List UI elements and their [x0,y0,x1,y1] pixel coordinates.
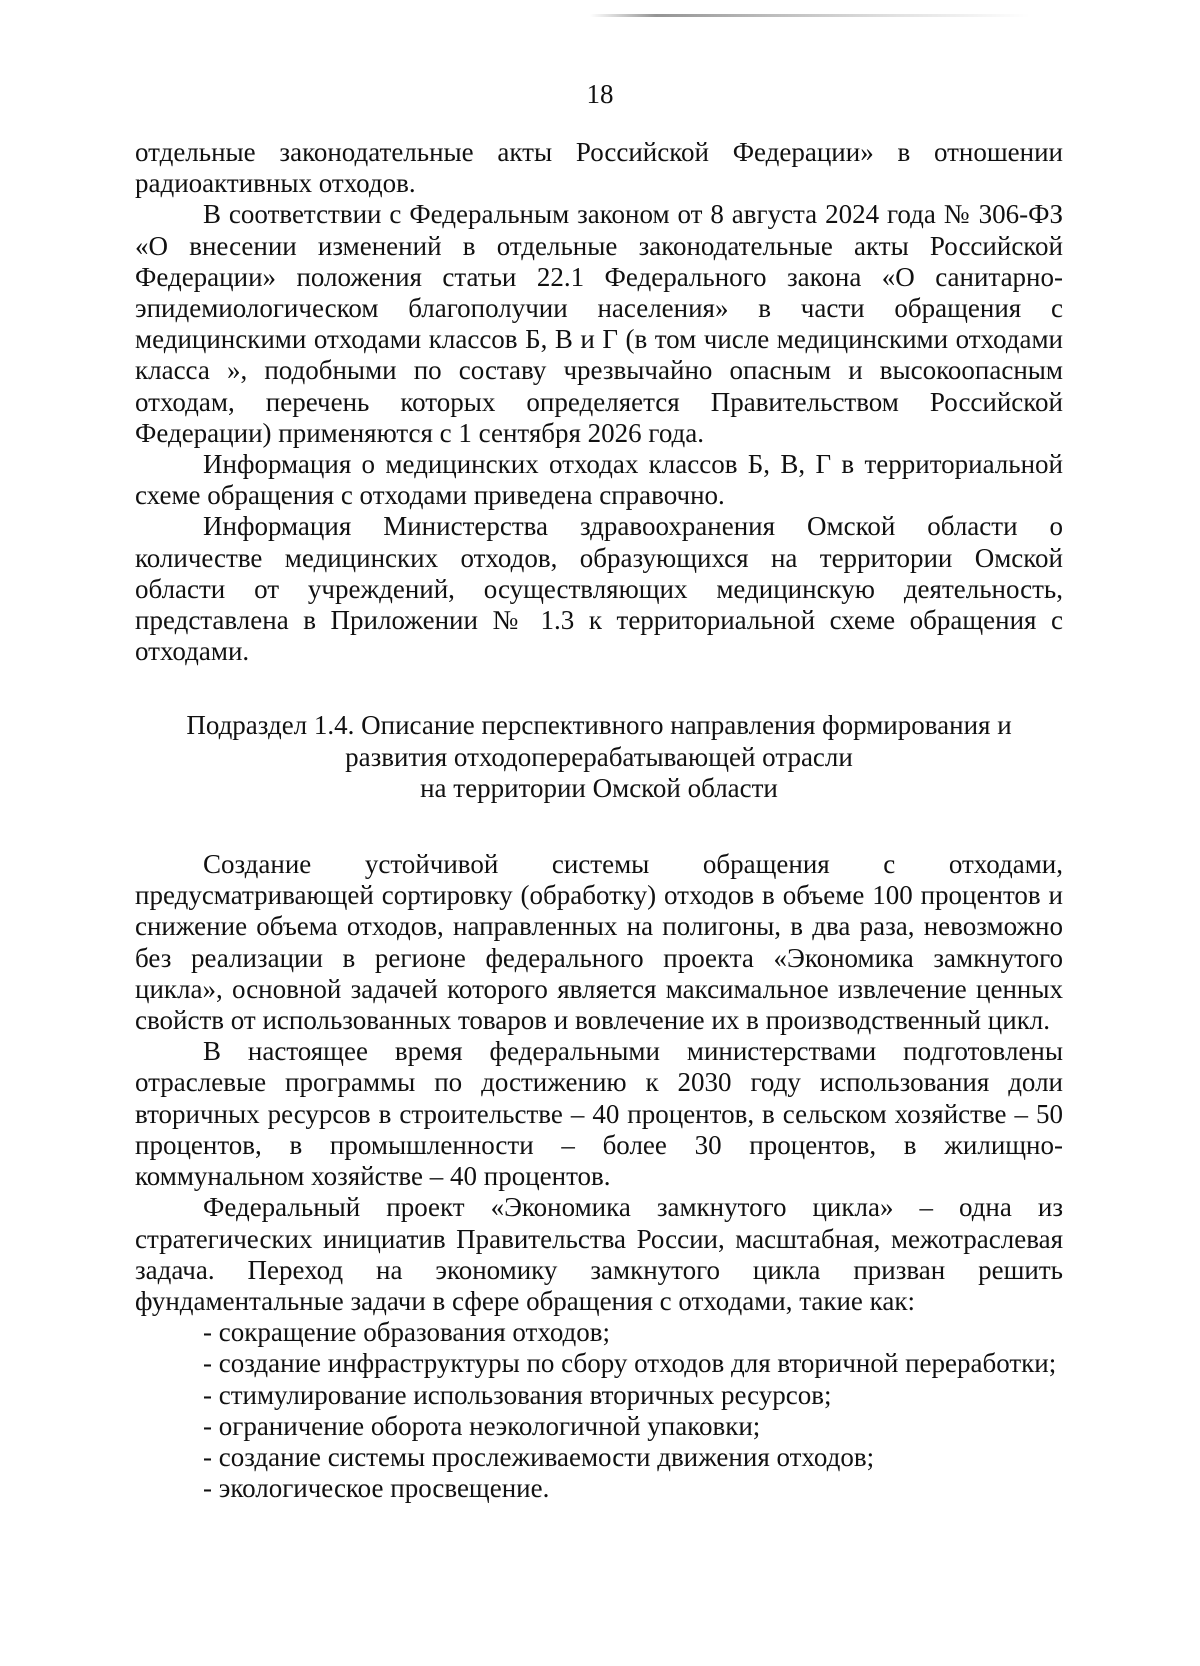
paragraph-sector-programs: В настоящее время федеральными министерствами подготовлены отраслевые программы по достижению к 2030 году использования доли вторичных ресурсов в строительстве – 40 процентов, в сельском хозяйстве – 50 процентов, в промышленности – более 30 процентов, в жилищно-коммунальном хозяйстве – 40 процентов. [135,1036,1063,1192]
list-item: - экологическое просвещение. [203,1473,550,1504]
scan-artifact [590,14,1030,17]
document-body [135,137,1063,1504]
page-number: 18 [586,79,614,109]
list-item: - стимулирование использования вторичных ресурсов; [203,1379,832,1410]
tasks-list [135,1317,1063,1504]
section-title-line: Подраздел 1.4. Описание перспективного направления формирования и [186,710,1012,741]
paragraph-federal-project: Федеральный проект «Экономика замкнутого цикла» – одна из стратегических инициатив Правительства России, масштабная, межотраслевая задача. Переход на экономику замкнутого цикла призван решить фундаментальные задачи в сфере обращения с отходами, такие как: [135,1192,1063,1316]
paragraph-ministry-info: Информация Министерства здравоохранения Омской области о количестве медицинских отходов, образующихся на территории Омской области от учреждений, осуществляющих медицинскую деятельность, представлена в Приложении № 1.3 к территориальной схеме обращения с отходами. [135,511,1063,667]
section-title-line: развития отходоперерабатывающей отрасли [345,741,853,772]
list-item: - создание системы прослеживаемости движения отходов; [203,1441,875,1472]
paragraph-medical-waste-law: В соответствии с Федеральным законом от 8 августа 2024 года № 306-ФЗ «О внесении изменений в отдельные законодательные акты Российской Федерации» положения статьи 22.1 Федерального закона «О санитарно-эпидемиологическом благополучии населения» в части обращения с медицинскими отходами классов Б, В и Г (в том числе медицинскими отходами класса », подобными по составу чрезвычайно опасным и высокоопасным отходам, перечень которых определяется Правительством Российской Федерации) применяются с 1 сентября 2026 года. [135,199,1063,448]
paragraph-medical-waste-info: Информация о медицинских отходах классов Б, В, Г в территориальной схеме обращения с отходами приведена справочно. [135,449,1063,511]
list-item: - создание инфраструктуры по сбору отходов для вторичной переработки; [203,1348,1057,1379]
section-title-line: на территории Омской области [420,772,778,803]
paragraph-continuation: отдельные законодательные акты Российской Федерации» в отношении радиоактивных отходов. [135,137,1063,199]
list-item: - ограничение оборота неэкологичной упаковки; [203,1410,761,1441]
list-item: - сокращение образования отходов; [203,1317,611,1348]
section-title [135,710,1063,804]
paragraph-sustainable-system: Создание устойчивой системы обращения с отходами, предусматривающей сортировку (обработку) отходов в объеме 100 процентов и снижение объема отходов, направленных на полигоны, в два раза, невозможно без реализации в регионе федерального проекта «Экономика замкнутого цикла», основной задачей которого является максимальное извлечение ценных свойств от использованных товаров и вовлечение их в производственный цикл. [135,849,1063,1036]
